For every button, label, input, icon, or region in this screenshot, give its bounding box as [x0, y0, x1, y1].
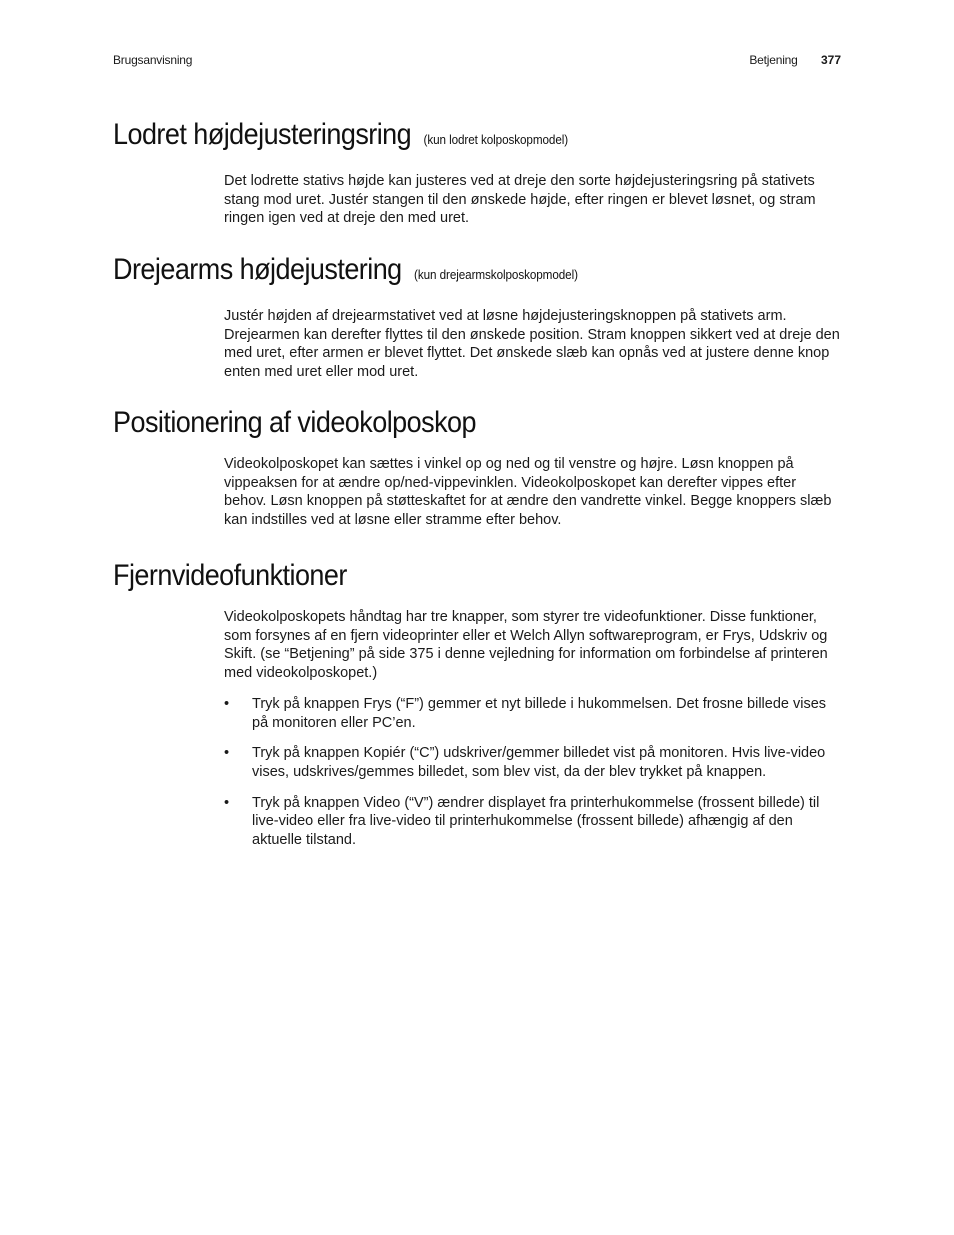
bullet-list	[224, 695, 841, 850]
heading-note: (kun drejearmskolposkopmodel)	[414, 267, 578, 282]
section-body	[224, 172, 841, 228]
list-item	[224, 744, 841, 781]
paragraph: Justér højden af drejearmstativet ved at løsne højdejusteringsknoppen på stativets arm. Drejearmen kan derefter flyttes til den ønskede position. Stram knoppen sikkert ved at dreje den med uret, efter armen er blevet flyttet. Det ønskede slæb kan opnås ved at justere denne knop enten med uret eller mod uret.	[224, 308, 840, 381]
list-item-text: Tryk på knappen Kopiér (“C”) udskriver/gemmer billedet vist på monitoren. Hvis live-video vises, udskrives/gemmes billedet, som blev vist, da der blev trykket på knappen.	[252, 745, 826, 780]
bullet-symbol: •	[224, 794, 230, 811]
header-right	[749, 53, 841, 67]
heading-note: (kun lodret kolposkopmodel)	[423, 132, 569, 147]
section-heading	[113, 558, 768, 594]
section-heading	[113, 117, 768, 158]
bullet-symbol: •	[224, 695, 230, 712]
section-body	[224, 455, 841, 530]
section-body	[224, 307, 841, 382]
paragraph: Videokolposkopet kan sættes i vinkel op og ned og til venstre og højre. Løsn knoppen på vippeaksen for at ændre op/ned-vippevinklen. Videokolposkopet kan derefter vippes efter behov. Løsn knoppen på støtteskaftet for at ændre den vandrette vinkel. Begge knoppers slæb kan indstilles ved at løsne eller stramme efter behov.	[224, 456, 832, 529]
section-remote-video	[113, 558, 841, 862]
list-item-text: Tryk på knappen Video (“V”) ændrer displayet fra printerhukommelse (frossent billede) til live-video eller fra live-video til printerhukommelse (frossent billede) afhængig af den aktuelle tilstand.	[252, 794, 820, 849]
running-header	[113, 53, 841, 69]
page-number: 377	[820, 53, 841, 67]
section-body	[224, 608, 841, 850]
section-vertical-height-ring	[113, 117, 841, 228]
section-swing-arm-height	[113, 252, 841, 382]
section-name: Betjening	[749, 53, 798, 67]
section-heading	[113, 405, 768, 441]
heading-text: Positionering af videokolposkop	[113, 406, 477, 439]
section-video-positioning	[113, 405, 841, 530]
heading-text: Lodret højdejusteringsring	[113, 118, 412, 151]
paragraph: Videokolposkopets håndtag har tre knapper, som styrer tre videofunktioner. Disse funktioner, som forsynes af en fjern videoprinter eller et Welch Allyn softwareprogram, er Frys, Udskriv og Skift. (se “Betjening” på side 375 i denne vejledning for information om forbindelse af printeren med videokolposkopet.)	[224, 609, 828, 682]
list-item	[224, 794, 841, 850]
paragraph: Det lodrette stativs højde kan justeres ved at dreje den sorte højdejusteringsring på stativets stang mod uret. Justér stangen til den ønskede højde, efter ringen er blevet løsnet, og stram ringen igen ved at dreje den med uret.	[224, 173, 816, 227]
document-title: Brugsanvisning	[113, 53, 193, 67]
bullet-symbol: •	[224, 745, 230, 762]
section-heading	[113, 252, 768, 293]
list-item-text: Tryk på knappen Frys (“F”) gemmer et nyt billede i hukommelsen. Det frosne billede vises på monitoren eller PC’en.	[252, 695, 827, 731]
heading-text: Drejearms højdejustering	[113, 253, 402, 286]
list-item	[224, 695, 841, 732]
heading-text: Fjernvideofunktioner	[113, 559, 347, 592]
